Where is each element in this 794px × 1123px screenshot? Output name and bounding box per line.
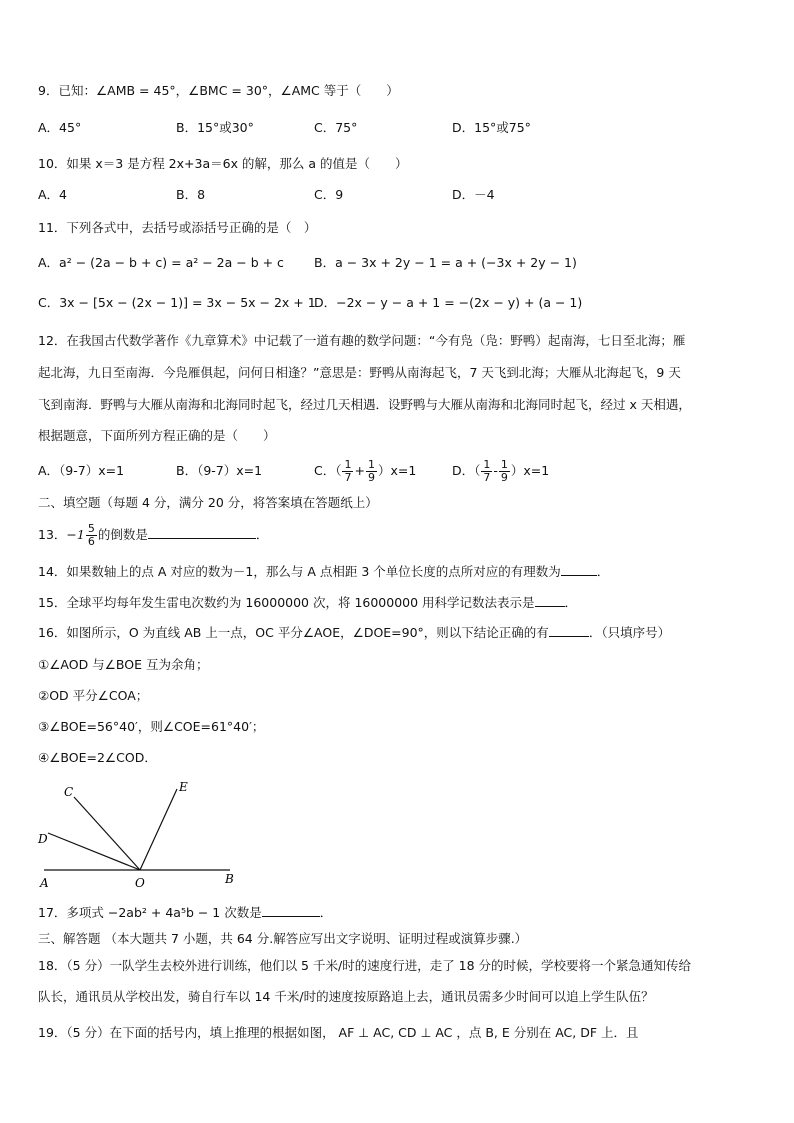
plus-sign: + bbox=[354, 463, 365, 478]
question-16-item-1: ①∠AOD 与∠BOE 互为余角； bbox=[38, 657, 209, 672]
question-12-option-b: B．（9-7）x=1 bbox=[176, 463, 263, 478]
question-15-text: 15．全球平均每年发生雷电次数约为 16000000 次，将 16000000 用科学记数法表示是 bbox=[38, 595, 535, 610]
question-18-line-2: 队长，通讯员从学校出发，骑自行车以 14 千米/时的速度按原路追上去，通讯员需多少时间可以追上学生队伍？ bbox=[38, 989, 654, 1004]
label-a: A bbox=[40, 876, 49, 890]
question-12-line-1: 12．在我国古代数学著作《九章算术》中记载了一道有趣的数学问题：“今有凫（凫：野鸭）起南海，七日至北海；雁 bbox=[38, 333, 686, 348]
label-c: C bbox=[64, 785, 74, 799]
label-b: B bbox=[225, 872, 234, 886]
angle-figure bbox=[30, 775, 250, 895]
question-10-option-d: D．－4 bbox=[452, 187, 495, 202]
option-d-prefix: D．（ bbox=[452, 463, 481, 478]
question-11-option-c: C．3x − [5x − (2x − 1)] = 3x − 5x − 2x + 1 bbox=[38, 295, 316, 310]
question-19-stem: 19．（5 分）在下面的括号内，填上推理的根据如图， AF ⊥ AC, CD ⊥ AC ，点 B, E 分别在 AC, DF 上．且 bbox=[38, 1025, 639, 1040]
question-13: 13．−1 $\frac{5}{6}$ 的倒数是 ． bbox=[38, 522, 269, 548]
mixed-number-whole: −1 bbox=[66, 527, 85, 542]
fraction-5-6: $\frac{5}{6}$ bbox=[87, 522, 95, 548]
question-14-text: 14．如果数轴上的点 A 对应的数为－1，那么与 A 点相距 3 个单位长度的点所对应的有理数为 bbox=[38, 564, 561, 579]
question-11-stem: 11．下列各式中，去括号或添括号正确的是（ ） bbox=[38, 220, 317, 235]
question-17: 17．多项式 −2ab² + 4a⁵b − 1 次数是 ． bbox=[38, 905, 333, 920]
question-13-text: 的倒数是 bbox=[97, 527, 148, 542]
question-9-option-b: B．15°或30° bbox=[176, 120, 254, 135]
question-12-option-a: A．（9-7）x=1 bbox=[38, 463, 125, 478]
question-9-option-a: A．45° bbox=[38, 120, 82, 135]
question-10-stem: 10．如果 x＝3 是方程 2x+3a＝6x 的解，那么 a 的值是（ ） bbox=[38, 156, 408, 171]
question-14: 14．如果数轴上的点 A 对应的数为－1，那么与 A 点相距 3 个单位长度的点所对应的有理数为 ． bbox=[38, 564, 610, 579]
answer-blank[interactable] bbox=[148, 526, 256, 539]
question-16-item-2: ②OD 平分∠COA； bbox=[38, 688, 149, 703]
question-12-option-d bbox=[452, 454, 549, 488]
label-e: E bbox=[179, 780, 188, 794]
question-15: 15．全球平均每年发生雷电次数约为 16000000 次，将 16000000 用科学记数法表示是 ． bbox=[38, 595, 578, 610]
ray-od bbox=[48, 833, 140, 870]
question-9-option-d: D．15°或75° bbox=[452, 120, 531, 135]
question-9-option-c: C．75° bbox=[314, 120, 358, 135]
question-10-option-b: B．8 bbox=[176, 187, 206, 202]
question-12-option-c bbox=[314, 454, 416, 488]
option-c-prefix: C．（ bbox=[314, 463, 342, 478]
answer-blank[interactable] bbox=[262, 904, 320, 917]
question-16: 16．如图所示，O 为直线 AB 上一点，OC 平分∠AOE，∠DOE=90°，则以下结论正确的有 ．（只填序号） bbox=[38, 625, 671, 640]
question-11-option-a: A．a² − (2a − b + c) = a² − 2a − b + c bbox=[38, 255, 284, 270]
question-9-stem: 9．已知：∠AMB = 45°，∠BMC = 30°，∠AMC 等于（ ） bbox=[38, 83, 399, 98]
option-d-suffix: ）x=1 bbox=[510, 463, 550, 478]
question-13-number: 13． bbox=[38, 527, 67, 542]
label-o: O bbox=[135, 876, 145, 890]
answer-blank[interactable] bbox=[561, 563, 597, 576]
question-12-line-4: 根据题意，下面所列方程正确的是（ ） bbox=[38, 428, 276, 443]
question-12-line-2: 起北海，九日至南海．今凫雁俱起，问何日相逢？”意思是：野鸭从南海起飞，7 天飞到北海；大雁从北海起飞，9 天 bbox=[38, 365, 681, 380]
question-16-text: 16．如图所示，O 为直线 AB 上一点，OC 平分∠AOE，∠DOE=90°，则以下结论正确的有 bbox=[38, 625, 549, 640]
section-3-heading: 三、解答题 （本大题共 7 小题，共 64 分.解答应写出文字说明、证明过程或演算步骤.） bbox=[38, 931, 528, 946]
fraction-1-9: $\frac{1}{9}$ bbox=[367, 458, 375, 484]
question-10-option-c: C．9 bbox=[314, 187, 344, 202]
question-17-text: 17．多项式 −2ab² + 4a⁵b − 1 次数是 bbox=[38, 905, 262, 920]
fraction-1-9: $\frac{1}{9}$ bbox=[500, 458, 508, 484]
fraction-1-7: $\frac{1}{7}$ bbox=[344, 458, 352, 484]
answer-blank[interactable] bbox=[549, 624, 589, 637]
question-11-option-d: D．−2x − y − a + 1 = −(2x − y) + (a − 1) bbox=[314, 295, 583, 310]
answer-blank[interactable] bbox=[535, 594, 565, 607]
minus-sign: - bbox=[493, 463, 498, 478]
fraction-1-7: $\frac{1}{7}$ bbox=[483, 458, 491, 484]
question-11-option-b: B．a − 3x + 2y − 1 = a + (−3x + 2y − 1) bbox=[314, 255, 577, 270]
label-d: D bbox=[38, 832, 48, 846]
section-2-heading: 二、填空题（每题 4 分，满分 20 分，将答案填在答题纸上） bbox=[38, 495, 378, 510]
option-c-suffix: ）x=1 bbox=[377, 463, 417, 478]
question-16-item-3: ③∠BOE=56°40′，则∠COE=61°40′； bbox=[38, 719, 265, 734]
question-10-option-a: A．4 bbox=[38, 187, 68, 202]
question-18-line-1: 18．（5 分）一队学生去校外进行训练，他们以 5 千米/时的速度行进，走了 18 分的时候，学校要将一个紧急通知传给 bbox=[38, 958, 692, 973]
question-12-line-3: 飞到南海．野鸭与大雁从南海和北海同时起飞，经过几天相遇．设野鸭与大雁从南海和北海同时起飞，经过 x 天相遇， bbox=[38, 397, 691, 412]
question-16-item-4: ④∠BOE=2∠COD． bbox=[38, 750, 157, 765]
ray-oc bbox=[74, 797, 140, 870]
ray-oe bbox=[140, 789, 177, 870]
